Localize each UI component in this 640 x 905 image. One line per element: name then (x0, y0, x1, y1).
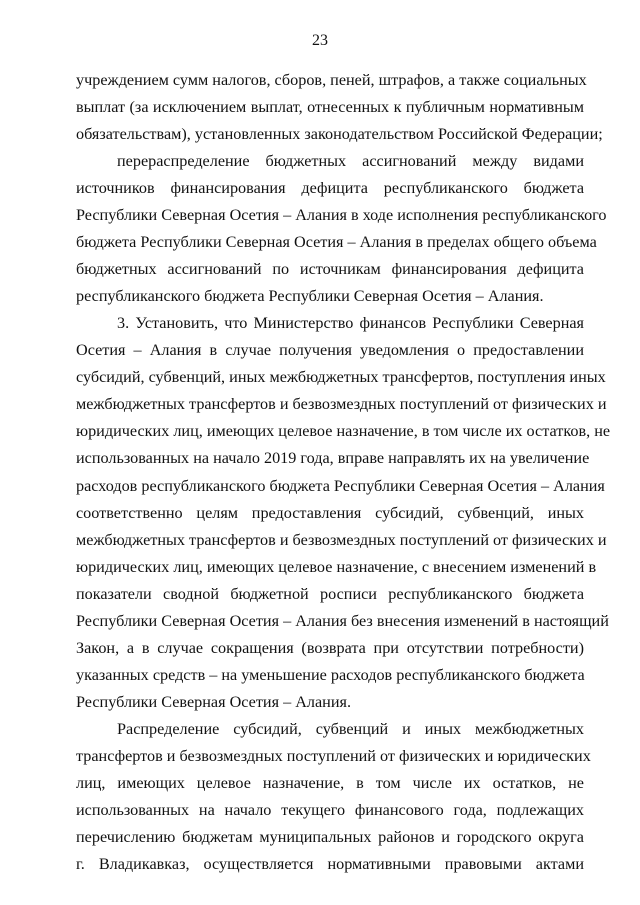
text-line: перераспределение бюджетных ассигнований между видами (117, 152, 584, 171)
text-line: бюджета Республики Северная Осетия – Алания в пределах общего объема (76, 233, 597, 252)
text-line: республиканского бюджета Республики Северная Осетия – Алания. (76, 287, 544, 306)
text-line: Республики Северная Осетия – Алания. (76, 692, 351, 711)
text-line: расходов республиканского бюджета Республики Северная Осетия – Алания (76, 476, 605, 495)
page-number: 23 (312, 32, 328, 49)
text-line: обязательствам), установленных законодательством Российской Федерации; (76, 125, 603, 144)
text-line: Закон, а в случае сокращения (возврата при отсутствии потребности) (76, 638, 584, 657)
text-line: юридических лиц, имеющих целевое назначение, в том числе их остатков, не (76, 422, 611, 441)
text-line: межбюджетных трансфертов и безвозмездных поступлений от физических и (76, 395, 607, 414)
text-line: бюджетных ассигнований по источникам финансирования дефицита (76, 260, 584, 279)
text-line: показатели сводной бюджетной росписи республиканского бюджета (76, 584, 584, 603)
text-line: субсидий, субвенций, иных межбюджетных трансфертов, поступления иных (76, 368, 606, 387)
text-line: Распределение субсидий, субвенций и иных межбюджетных (117, 719, 584, 738)
text-line: 3. Установить, что Министерство финансов Республики Северная (117, 314, 584, 333)
text-line: лиц, имеющих целевое назначение, в том числе их остатков, не (76, 773, 584, 792)
text-line: межбюджетных трансфертов и безвозмездных поступлений от физических и (76, 530, 607, 549)
text-line: Республики Северная Осетия – Алания в ходе исполнения республиканского (76, 206, 607, 225)
text-line: источников финансирования дефицита республиканского бюджета (76, 179, 584, 198)
text-line: г. Владикавказ, осуществляется нормативными правовыми актами (76, 854, 584, 873)
text-line: Республики Северная Осетия – Алания без внесения изменений в настоящий (76, 611, 609, 630)
text-line: перечислению бюджетам муниципальных районов и городского округа (76, 827, 584, 846)
text-line: указанных средств – на уменьшение расходов республиканского бюджета (76, 665, 585, 684)
text-line: юридических лиц, имеющих целевое назначение, с внесением изменений в (76, 557, 597, 576)
text-line: использованных на начало текущего финансового года, подлежащих (76, 800, 584, 819)
text-line: использованных на начало 2019 года, вправе направлять их на увеличение (76, 449, 590, 468)
text-line: Осетия – Алания в случае получения уведомления о предоставлении (76, 341, 584, 360)
text-line: трансфертов и безвозмездных поступлений от физических и юридических (76, 746, 591, 765)
text-line: соответственно целям предоставления субсидий, субвенций, иных (76, 503, 584, 522)
text-line: выплат (за исключением выплат, отнесенных к публичным нормативным (76, 98, 584, 116)
text-line: учреждением сумм налогов, сборов, пеней, штрафов, а также социальных (76, 71, 587, 89)
